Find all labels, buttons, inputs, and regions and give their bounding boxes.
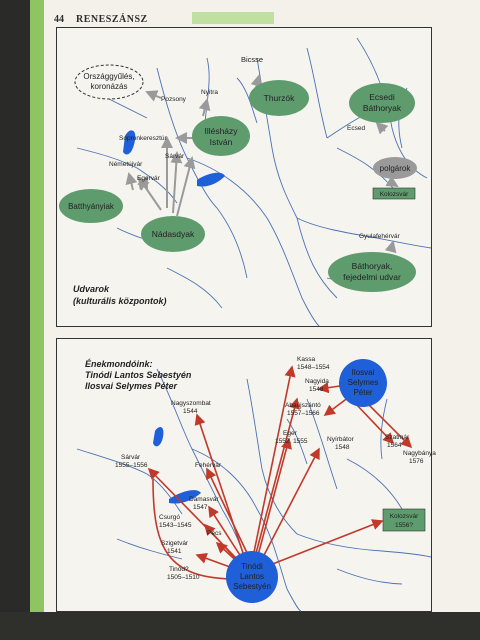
- place-sarvar: Sárvár: [165, 153, 185, 160]
- ilosvai-label-2: Selymes: [347, 378, 379, 387]
- court-bathoryak-label-1: Báthoryak,: [351, 261, 393, 271]
- place2-kassa-1: Kassa: [297, 356, 316, 363]
- map1-caption-2: (kulturális központok): [73, 296, 167, 306]
- place-bicse: Bicsse: [241, 55, 264, 64]
- tinodi-label-1: Tinódi: [241, 562, 263, 571]
- place2-pecs: Pécs: [207, 530, 222, 537]
- place2-szatmar-2: 1564: [387, 442, 402, 449]
- court-illeshazy: [192, 116, 250, 156]
- place2-tinod-1: Tinód?: [169, 566, 189, 573]
- place2-kassa-2: 1548–1554: [297, 364, 330, 371]
- place-nyitra: Nyitra: [201, 89, 218, 96]
- court-orszaggyules-label-2: koronázás: [90, 82, 128, 91]
- map2-title-1: Énekmondóink:: [85, 359, 153, 369]
- running-head: RENESZÁNSZ: [76, 14, 148, 25]
- map2-title-3: Ilosvai Selymes Péter: [85, 381, 178, 391]
- court-bathoryak-label-2: fejedelmi udvar: [343, 272, 401, 282]
- arrow-polgarok: [392, 183, 397, 186]
- place2-nyirbator-1: Nyírbátor: [327, 436, 354, 443]
- ilosvai-label-1: Ilosvai: [351, 368, 375, 377]
- lakes-2: [153, 427, 201, 503]
- place2-abaujszanto-1: Abaújszántó: [285, 402, 321, 409]
- court-illeshazy-label-2: István: [209, 137, 233, 147]
- arrow-ecsed: [377, 123, 385, 131]
- place2-eger-2: 1552, 1555: [275, 438, 308, 445]
- court-illeshazy-label-1: Illésházy: [204, 126, 238, 136]
- tinodi-label-3: Sebestyén: [233, 582, 271, 591]
- bottom-shadow: [0, 612, 480, 640]
- lake-ferto-2: [153, 427, 163, 446]
- place2-fehervar: Fehérvár: [195, 462, 222, 469]
- place2-csurgo-2: 1543–1545: [159, 522, 192, 529]
- place-nemetujvar: Németújvár: [109, 161, 143, 168]
- place2-damasvar-2: 1547: [193, 504, 208, 511]
- place2-kolozsvar-1: Kolozsvár: [389, 513, 419, 520]
- place2-nagyida-2: 1548: [309, 386, 324, 393]
- arrow-nadasdy-2: [173, 153, 177, 213]
- place-kolozsvar: Kolozsvár: [379, 191, 409, 198]
- court-nadasdyak-label: Nádasdyak: [151, 229, 195, 239]
- place2-szatmar-1: Szatmár: [385, 434, 410, 441]
- courts-map: [56, 27, 432, 327]
- map2-title-2: Tinódi Lantos Sebestyén: [85, 370, 192, 380]
- place2-nagyszombat-1: Nagyszombat: [171, 400, 211, 407]
- place2-eger-1: Eger: [283, 430, 297, 437]
- court-ecsedi-label-2: Báthoryak: [362, 103, 402, 113]
- place-gyulafehervar: Gyulafehérvár: [359, 233, 400, 240]
- place2-sarvar-2: 1555–1556: [115, 462, 148, 469]
- place-sopronkeresztur: Sopronkeresztúr: [119, 135, 167, 142]
- ilosvai-label-3: Péter: [353, 388, 373, 397]
- singers-map-svg: [57, 339, 436, 611]
- lake-balaton: [197, 173, 225, 187]
- place2-tinod-2: 1505–1510: [167, 574, 200, 581]
- place2-nyirbator-2: 1548: [335, 444, 350, 451]
- court-batthyanyak-label: Batthyányiak: [68, 202, 114, 211]
- arrow-gyulafehervar: [391, 242, 393, 250]
- map1-caption-1: Udvarok: [73, 284, 110, 294]
- arrow-nyirbator: [261, 449, 319, 561]
- place-labels: [109, 55, 401, 240]
- courts-map-svg: [57, 28, 431, 326]
- court-polgarok-label: polgárok: [379, 164, 411, 173]
- place2-szigetvar-1: Szigetvár: [161, 540, 189, 547]
- place2-nagyszombat-2: 1544: [183, 408, 198, 415]
- page-number: 44: [54, 14, 64, 25]
- place2-nagybanya-2: 1576: [409, 458, 424, 465]
- place-pozsony: Pozsony: [161, 96, 186, 103]
- arrow-ilosvai-abaujszanto: [325, 397, 349, 415]
- arrow-nagyszombat: [197, 415, 245, 559]
- arrow-kolozsvar: [265, 521, 382, 567]
- place2-damasvar-1: Damasvár: [189, 496, 219, 503]
- court-ecsedi-label-1: Ecsedi: [369, 92, 395, 102]
- place2-szigetvar-2: 1541: [167, 548, 182, 555]
- arrow-pozsony: [147, 92, 161, 98]
- tinodi-label-2: Lantos: [239, 572, 265, 581]
- place2-sarvar-1: Sárvár: [121, 454, 141, 461]
- court-thurzok-label: Thurzók: [263, 93, 295, 103]
- arrow-nadasdy-4: [177, 158, 192, 216]
- court-orszaggyules-label-1: Országgyűlés,: [83, 72, 135, 81]
- arrow-kassa: [253, 367, 292, 557]
- place2-nagybanya-1: Nagybánya: [403, 450, 436, 457]
- place2-csurgo-1: Csurgó: [159, 514, 180, 521]
- place2-abaujszanto-2: 1557–1566: [287, 410, 320, 417]
- place-ecsed: Ecsed: [347, 125, 366, 132]
- page-edge-stripe: [30, 0, 44, 640]
- place2-kolozsvar-2: 1556?: [394, 522, 414, 529]
- header-tab: [192, 12, 274, 24]
- singers-map: [56, 338, 436, 612]
- place-egervar: Egervár: [137, 175, 160, 182]
- arrow-batthyany-1: [129, 174, 133, 190]
- place2-nagyida-1: Nagyida: [305, 378, 329, 385]
